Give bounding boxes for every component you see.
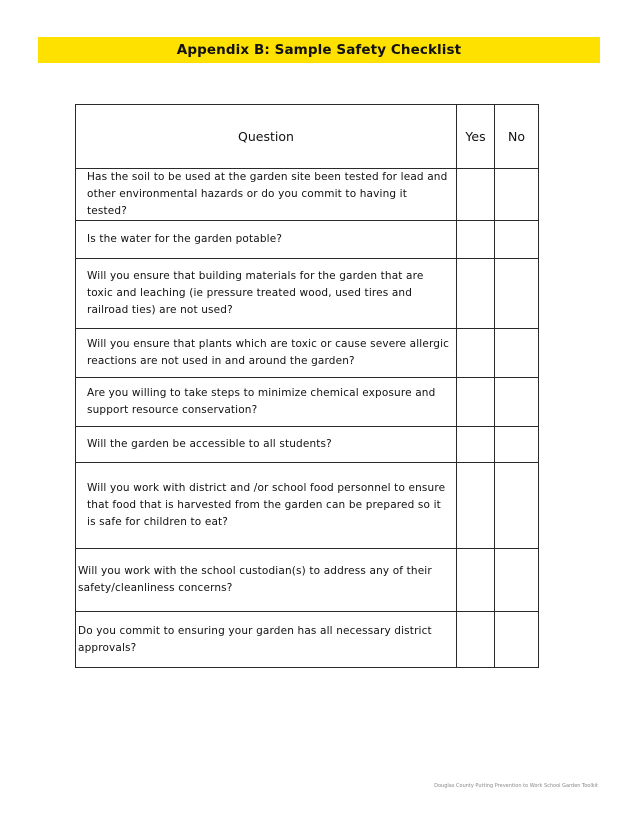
safety-checklist-table [75,104,539,668]
question-text: Will the garden be accessible to all students? [87,438,332,450]
no-checkbox[interactable] [495,221,539,259]
header-row [76,105,539,169]
question-cell [76,427,457,463]
yes-checkbox[interactable] [457,169,495,221]
footer-text: Douglas County Putting Prevention to Work School Garden Toolkit [434,783,598,789]
no-checkbox[interactable] [495,378,539,427]
yes-checkbox[interactable] [457,427,495,463]
question-text: Will you work with district and /or school food personnel to ensure that food that is harvested from the garden can be prepared so it is safe for children to eat? [87,482,446,528]
table-row [76,169,539,221]
question-cell [76,169,457,221]
table-row [76,221,539,259]
question-text: Do you commit to ensuring your garden has all necessary district approvals? [78,624,432,654]
question-cell [76,463,457,549]
yes-checkbox[interactable] [457,549,495,612]
question-cell [76,329,457,378]
question-header: Question [76,105,457,169]
yes-checkbox[interactable] [457,221,495,259]
no-checkbox[interactable] [495,169,539,221]
no-checkbox[interactable] [495,259,539,329]
yes-checkbox[interactable] [457,612,495,668]
table-row [76,549,539,612]
no-header: No [495,105,539,169]
table-row [76,378,539,427]
yes-header: Yes [457,105,495,169]
no-checkbox[interactable] [495,329,539,378]
table-row [76,259,539,329]
question-text: Will you work with the school custodian(s) to address any of their safety/cleanliness concerns? [78,565,432,594]
table-row [76,427,539,463]
question-cell [76,549,457,612]
question-cell [76,259,457,329]
question-cell [76,378,457,427]
yes-checkbox[interactable] [457,463,495,549]
question-text: Will you ensure that building materials for the garden that are toxic and leaching (ie pressure treated wood, used tires and railroad ties) are not used? [87,270,424,316]
question-text: Are you willing to take steps to minimize chemical exposure and support resource conservation? [87,387,436,416]
table-row [76,612,539,668]
question-cell [76,221,457,259]
page-title: Appendix B: Sample Safety Checklist [176,42,462,58]
question-text: Is the water for the garden potable? [87,233,283,245]
title-banner [38,37,600,63]
yes-checkbox[interactable] [457,259,495,329]
table-row [76,329,539,378]
yes-checkbox[interactable] [457,378,495,427]
table-row [76,463,539,549]
no-checkbox[interactable] [495,427,539,463]
no-checkbox[interactable] [495,549,539,612]
question-cell [76,612,457,668]
no-checkbox[interactable] [495,463,539,549]
question-text: Has the soil to be used at the garden site been tested for lead and other environmental hazards or do you commit to having it tested? [87,171,448,217]
no-checkbox[interactable] [495,612,539,668]
yes-checkbox[interactable] [457,329,495,378]
question-text: Will you ensure that plants which are toxic or cause severe allergic reactions are not used in and around the garden? [87,338,450,367]
